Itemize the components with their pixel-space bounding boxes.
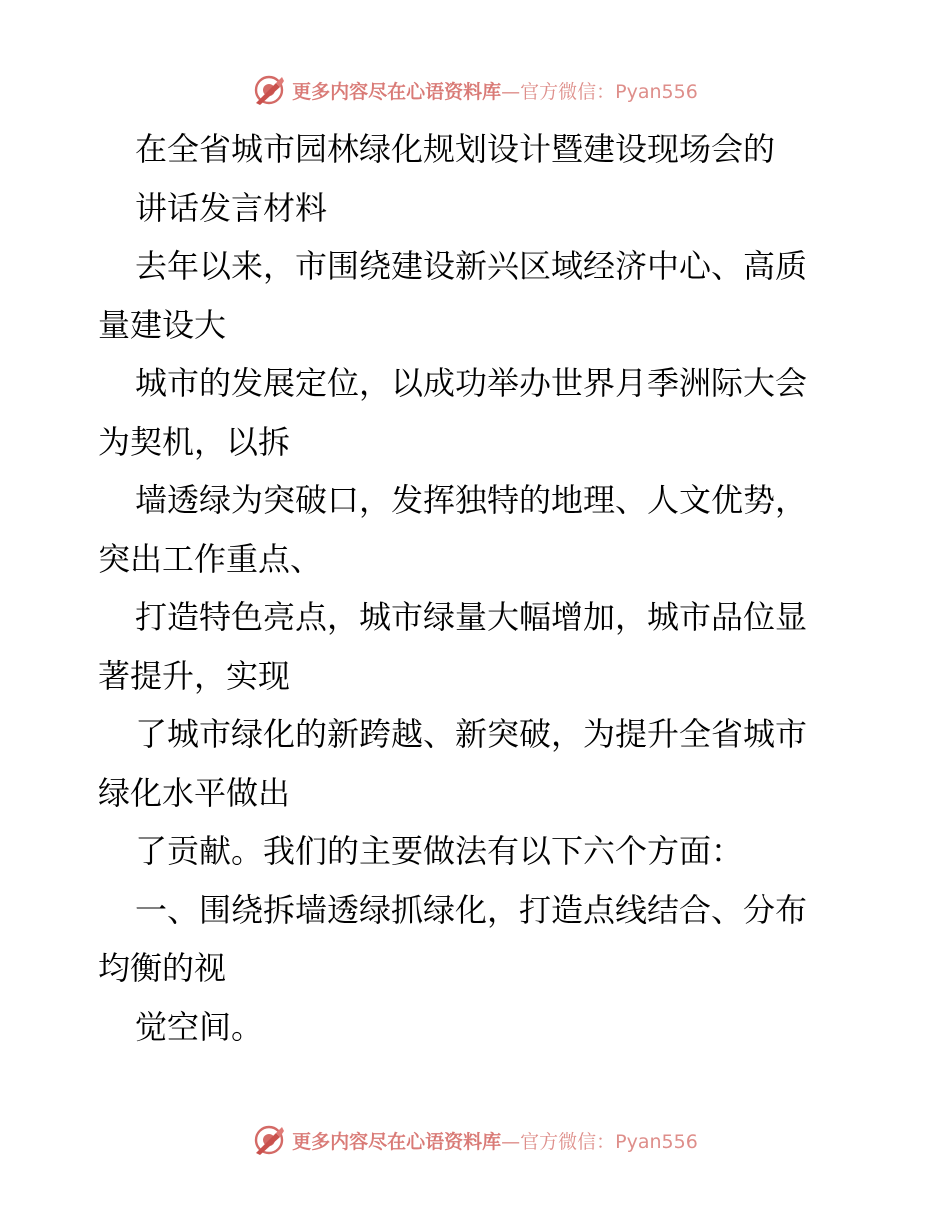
text-line: 去年以来，市围绕建设新兴区域经济中心、高质 [135,247,808,285]
text-line: 觉空间。 [135,1007,264,1046]
text-line: 突出工作重点、 [98,539,323,578]
pen-logo-icon [252,73,286,107]
header-watermark [0,70,950,110]
text-line: 讲话发言材料 [135,188,328,227]
text-line: 在全省城市园林绿化规划设计暨建设现场会的 [135,130,776,168]
pen-logo-icon [252,1123,286,1157]
text-line: 墙透绿为突破口，发挥独特的地理、人文优势， [135,481,808,519]
document-body [98,120,868,1056]
watermark-brand: 更多内容尽在心语资料库 [292,1130,502,1153]
footer-watermark [0,1120,950,1160]
text-line: 城市的发展定位，以成功举办世界月季洲际大会 [135,364,808,402]
text-line: 一、围绕拆墙透绿抓绿化，打造点线结合、分布 [135,890,808,929]
text-line: 绿化水平做出 [98,773,291,812]
text-line: 打造特色亮点，城市绿量大幅增加，城市品位显 [135,598,808,636]
text-line: 为契机，以拆 [98,422,291,461]
watermark-text [292,77,698,104]
watermark-wechat: —官方微信：Pyan556 [501,1130,698,1153]
text-line: 著提升，实现 [98,656,291,695]
text-line: 均衡的视 [98,949,227,987]
watermark-wechat: —官方微信：Pyan556 [501,80,698,103]
text-line: 量建设大 [98,305,227,344]
watermark-brand: 更多内容尽在心语资料库 [292,80,502,103]
text-line: 了城市绿化的新跨越、新突破，为提升全省城市 [135,715,808,753]
watermark-text [292,1127,698,1154]
text-line: 了贡献。我们的主要做法有以下六个方面： [135,832,744,870]
